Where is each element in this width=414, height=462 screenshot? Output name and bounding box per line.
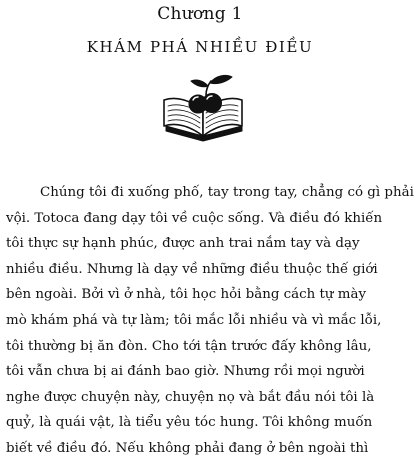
- chapter-body-text: [6, 180, 414, 462]
- chapter-title: KHÁM PHÁ NHIỀU ĐIỀU: [86, 38, 314, 56]
- chapter-number: Chương 1: [157, 4, 243, 24]
- text-line: vội. Totoca đang dạy tôi về cuộc sống. Và điều đó khiến: [6, 210, 383, 226]
- book-with-apples-icon: [158, 70, 248, 148]
- text-line: nhiều điều. Nhưng là dạy về những điều thuộc thế giới: [6, 261, 378, 277]
- text-line: nghe được chuyện này, chuyện nọ và bắt đầu nói tôi là: [6, 389, 375, 405]
- text-line: quỷ, là quái vật, là tiểu yêu tóc hung. Tôi không muốn: [6, 415, 373, 431]
- text-line: mò khám phá và tự làm; tôi mắc lỗi nhiều và vì mắc lỗi,: [6, 312, 382, 328]
- text-line: biết về điều đó. Nếu không phải đang ở bên ngoài thì: [6, 440, 369, 456]
- text-line: tôi thực sự hạnh phúc, được anh trai nắm tay và dạy: [6, 236, 360, 252]
- text-line: tôi vẫn chưa bị ai đánh bao giờ. Nhưng rồi mọi người: [6, 364, 365, 380]
- text-line: tôi thường bị ăn đòn. Cho tới tận trước đấy không lâu,: [6, 338, 372, 354]
- text-line: Chúng tôi đi xuống phố, tay trong tay, chẳng có gì phải: [40, 185, 414, 200]
- text-line: bên ngoài. Bởi vì ở nhà, tôi học hỏi bằng cách tự mày: [6, 287, 367, 303]
